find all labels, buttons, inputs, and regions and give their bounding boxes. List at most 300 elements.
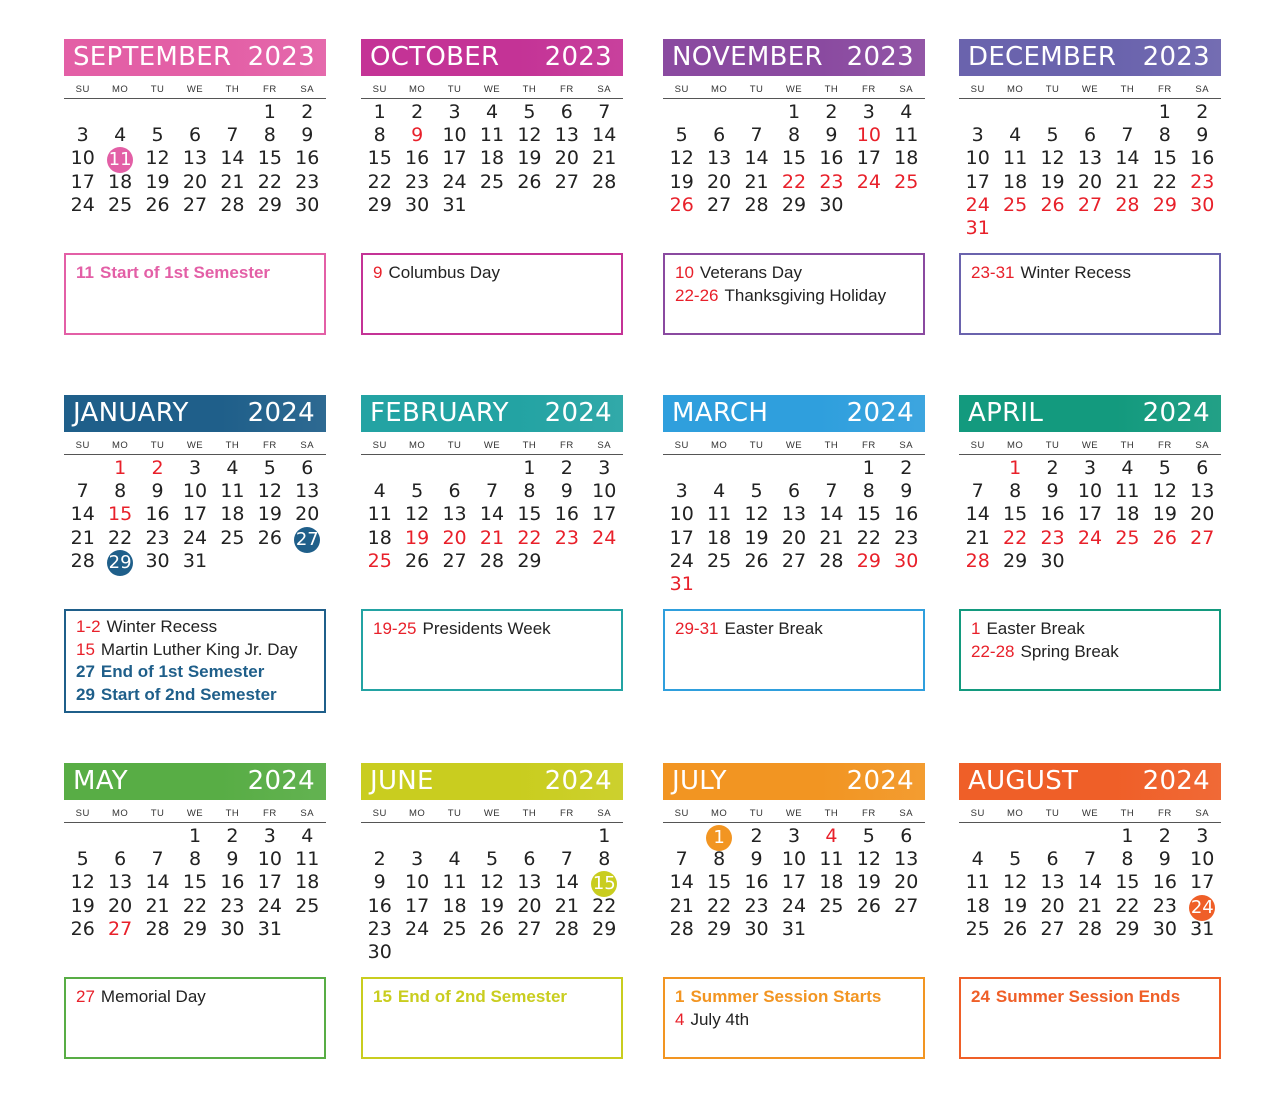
day-cell: 13 <box>1077 147 1103 170</box>
day-cell: 27 <box>517 917 542 940</box>
day-cell: 2 <box>1046 457 1059 479</box>
day-cell: 18 <box>965 894 990 917</box>
day-cell: 14 <box>965 503 990 526</box>
month-year: 2024 <box>247 398 315 428</box>
weekday-label: WE <box>1081 808 1099 819</box>
weekday-label: SA <box>1195 440 1210 451</box>
weekday-label: SA <box>597 808 612 819</box>
weekday-label: MO <box>1006 84 1024 95</box>
day-cell: 25 <box>108 193 133 216</box>
day-cell: 6 <box>560 101 573 123</box>
weekday-label: TH <box>225 440 240 451</box>
event-line <box>971 618 1209 641</box>
empty-cell <box>398 457 435 480</box>
day-cell: 6 <box>301 457 314 479</box>
day-cell: 7 <box>560 848 573 871</box>
weekday-label: FR <box>1158 84 1172 95</box>
day-cell: 3 <box>787 825 801 847</box>
day-cell: 17 <box>592 503 617 526</box>
weekday-label: TU <box>1045 440 1060 451</box>
event-date: 29-31 <box>675 619 719 638</box>
day-cell: 4 <box>448 848 461 871</box>
day-cell: 19 <box>257 503 282 526</box>
day-cell: 12 <box>479 871 505 894</box>
weekday-label: FR <box>560 808 574 819</box>
event-text: Easter Break <box>986 619 1085 638</box>
day-cell: 28 <box>554 917 579 940</box>
empty-cell <box>176 101 213 124</box>
day-cell: 13 <box>707 147 732 170</box>
day-cell: 3 <box>188 457 202 479</box>
day-cell: 29 <box>1152 193 1177 216</box>
month-year: 2023 <box>1142 42 1210 72</box>
day-cell: 12 <box>669 147 694 170</box>
day-cell: 16 <box>295 147 320 170</box>
events-box <box>64 609 326 713</box>
weekday-label: WE <box>1081 84 1099 95</box>
day-cell: 27 <box>554 170 579 193</box>
day-cell: 26 <box>145 193 170 216</box>
month-header <box>361 39 623 76</box>
day-cell: 21 <box>70 526 95 549</box>
empty-cell <box>775 457 812 480</box>
event-date: 27 <box>76 987 95 1006</box>
day-cell: 7 <box>750 124 763 147</box>
day-cell: 16 <box>145 503 170 526</box>
day-cell: 28 <box>479 549 505 572</box>
weekday-label: SA <box>1195 808 1210 819</box>
day-cell: 30 <box>1040 549 1065 572</box>
day-cell: 31 <box>965 216 990 239</box>
month-year: 2023 <box>544 42 612 72</box>
empty-cell <box>700 457 737 480</box>
day-cell: 6 <box>188 124 202 147</box>
day-cell: 26 <box>1152 526 1177 549</box>
weekday-label: TH <box>522 84 537 95</box>
day-cell: 19 <box>70 894 95 917</box>
weekday-label: FR <box>263 808 277 819</box>
day-cell: 29 <box>1003 549 1028 572</box>
day-cell: 22 <box>1003 526 1028 549</box>
day-cell: 22 <box>1115 894 1140 917</box>
day-cell: 10 <box>965 147 990 170</box>
day-cell: 16 <box>819 147 844 170</box>
day-cell: 30 <box>744 917 769 940</box>
day-cell: 24 <box>1184 895 1221 918</box>
day-cell: 14 <box>1077 871 1103 894</box>
weekday-label: TH <box>824 84 839 95</box>
day-cell: 31 <box>669 572 694 595</box>
day-cell: 11 <box>965 871 990 894</box>
event-date: 23-31 <box>971 263 1015 282</box>
day-cell: 1 <box>1121 825 1134 847</box>
day-cell: 8 <box>787 124 801 147</box>
empty-cell <box>663 457 700 480</box>
day-cell: 3 <box>1083 457 1097 479</box>
weekday-label: TH <box>824 808 839 819</box>
day-cell: 25 <box>1115 526 1140 549</box>
month-header <box>959 763 1221 800</box>
day-cell: 1 <box>1158 101 1171 123</box>
day-cell: 4 <box>485 101 499 123</box>
day-cell: 5 <box>675 124 688 147</box>
day-cell: 22 <box>257 170 282 193</box>
day-cell: 6 <box>787 480 801 503</box>
day-cell: 10 <box>1077 480 1103 503</box>
empty-cell <box>473 825 510 848</box>
day-cell: 16 <box>894 503 919 526</box>
event-text: Thanksgiving Holiday <box>724 285 887 305</box>
day-cell: 31 <box>257 917 282 940</box>
weekday-label: TH <box>522 440 537 451</box>
day-cell: 22 <box>517 526 542 549</box>
day-cell: 29 <box>1115 917 1140 940</box>
day-cell: 25 <box>1003 193 1028 216</box>
empty-cell <box>959 101 996 124</box>
day-cell: 16 <box>1152 871 1177 894</box>
event-text: Start of 2nd Semester <box>100 684 277 704</box>
day-cell: 25 <box>367 549 392 572</box>
day-cell: 27 <box>894 894 919 917</box>
day-cell: 27 <box>1040 917 1065 940</box>
weekday-row <box>64 84 326 99</box>
day-cell: 8 <box>263 124 276 147</box>
day-cell: 4 <box>301 825 314 847</box>
day-cell: 19 <box>479 894 505 917</box>
month-name: JUNE <box>370 766 434 796</box>
day-cell: 21 <box>965 526 990 549</box>
event-line <box>675 618 913 641</box>
day-cell: 4 <box>114 124 127 147</box>
day-cell: 3 <box>971 124 984 147</box>
day-cell: 20 <box>894 871 919 894</box>
weekday-label: SU <box>75 808 90 819</box>
day-cell: 11 <box>101 147 138 170</box>
day-cell: 13 <box>894 848 919 871</box>
empty-cell <box>361 825 398 848</box>
day-cell: 19 <box>145 170 170 193</box>
day-cell: 23 <box>1152 894 1177 917</box>
day-cell: 7 <box>151 848 164 871</box>
day-cell: 27 <box>1077 193 1103 216</box>
events-box <box>64 977 326 1059</box>
day-cell: 12 <box>1003 871 1028 894</box>
event-line <box>971 641 1209 664</box>
month-name: APRIL <box>968 398 1044 428</box>
day-cell: 12 <box>257 480 282 503</box>
day-cell: 7 <box>825 480 838 503</box>
weekday-label: SU <box>372 84 387 95</box>
day-cell: 19 <box>1003 894 1028 917</box>
events-box <box>959 977 1221 1059</box>
event-date: 4 <box>675 1009 685 1029</box>
day-cell: 1 <box>700 825 737 848</box>
day-cell: 24 <box>856 170 881 193</box>
day-cell: 23 <box>405 170 430 193</box>
day-cell: 13 <box>517 871 542 894</box>
events-box <box>663 253 925 335</box>
month-year: 2023 <box>247 42 315 72</box>
event-line <box>76 262 314 285</box>
weekday-row <box>959 84 1221 99</box>
day-cell: 9 <box>373 871 386 894</box>
day-cell: 22 <box>367 170 392 193</box>
day-cell: 10 <box>182 480 208 503</box>
day-cell: 12 <box>1040 147 1065 170</box>
month-header <box>959 39 1221 76</box>
day-cell: 2 <box>1158 825 1171 847</box>
day-cell: 16 <box>1190 147 1215 170</box>
day-cell: 18 <box>1003 170 1028 193</box>
event-date: 19-25 <box>373 619 417 638</box>
event-line <box>76 639 314 662</box>
day-cell: 9 <box>411 124 424 147</box>
day-cell: 27 <box>1190 526 1215 549</box>
weekday-label: TH <box>1120 84 1135 95</box>
event-line <box>76 616 314 639</box>
weekday-label: TU <box>1045 84 1060 95</box>
weekday-label: SU <box>75 440 90 451</box>
day-cell: 3 <box>411 848 424 871</box>
day-cell: 21 <box>669 894 694 917</box>
day-cell: 2 <box>411 101 424 123</box>
empty-cell <box>1034 101 1071 124</box>
day-cell: 12 <box>145 147 170 170</box>
day-grid <box>959 457 1221 573</box>
day-cell: 2 <box>151 457 164 479</box>
day-cell: 25 <box>965 917 990 940</box>
day-cell: 8 <box>598 848 611 871</box>
empty-cell <box>996 825 1033 848</box>
month-october <box>361 39 623 217</box>
day-cell: 28 <box>592 170 617 193</box>
empty-cell <box>996 101 1033 124</box>
event-date: 27 <box>76 662 95 681</box>
day-cell: 25 <box>819 894 844 917</box>
day-cell: 5 <box>411 480 424 503</box>
day-cell: 27 <box>707 193 732 216</box>
day-cell: 9 <box>1046 480 1059 503</box>
month-year: 2023 <box>846 42 914 72</box>
event-line <box>76 661 314 684</box>
weekday-row <box>663 808 925 823</box>
day-cell: 18 <box>1115 503 1140 526</box>
day-cell: 19 <box>669 170 694 193</box>
empty-cell <box>64 457 101 480</box>
weekday-label: WE <box>785 440 803 451</box>
weekday-label: MO <box>1006 808 1024 819</box>
month-name: JULY <box>672 766 727 796</box>
day-grid <box>663 457 925 596</box>
day-cell: 26 <box>1040 193 1065 216</box>
month-year: 2024 <box>846 398 914 428</box>
day-cell: 18 <box>707 526 732 549</box>
day-cell: 17 <box>1077 503 1103 526</box>
weekday-label: FR <box>560 84 574 95</box>
day-cell: 10 <box>442 124 467 147</box>
event-line <box>373 618 611 641</box>
event-text: Veterans Day <box>699 263 802 282</box>
day-cell: 4 <box>1009 124 1022 147</box>
day-cell: 11 <box>1003 147 1028 170</box>
event-text: Winter Recess <box>1020 263 1132 282</box>
weekday-label: WE <box>1081 440 1099 451</box>
day-cell: 23 <box>1040 526 1065 549</box>
day-cell: 11 <box>367 503 392 526</box>
day-cell: 3 <box>76 124 89 147</box>
event-line <box>675 285 913 308</box>
day-cell: 28 <box>220 193 245 216</box>
day-cell: 15 <box>1003 503 1028 526</box>
day-cell: 3 <box>598 457 611 479</box>
weekday-label: FR <box>263 440 277 451</box>
day-cell: 30 <box>220 917 245 940</box>
day-cell: 7 <box>971 480 984 503</box>
day-cell: 16 <box>405 147 430 170</box>
day-cell: 15 <box>1115 871 1140 894</box>
day-cell: 8 <box>523 480 536 503</box>
month-name: OCTOBER <box>370 42 500 72</box>
day-cell: 1 <box>787 101 801 123</box>
day-cell: 18 <box>220 503 245 526</box>
events-box <box>959 609 1221 691</box>
empty-cell <box>361 457 398 480</box>
month-name: DECEMBER <box>968 42 1117 72</box>
empty-cell <box>959 825 996 848</box>
weekday-label: SA <box>597 84 612 95</box>
day-cell: 2 <box>226 825 239 847</box>
day-cell: 22 <box>707 894 732 917</box>
day-cell: 29 <box>257 193 282 216</box>
day-cell: 26 <box>517 170 542 193</box>
day-cell: 7 <box>1083 848 1097 871</box>
day-cell: 11 <box>220 480 245 503</box>
day-cell: 14 <box>145 871 170 894</box>
weekday-label: SA <box>300 808 315 819</box>
weekday-label: SA <box>899 84 914 95</box>
day-cell: 6 <box>1196 457 1209 479</box>
month-header <box>64 763 326 800</box>
weekday-label: SA <box>899 808 914 819</box>
day-cell: 5 <box>1046 124 1059 147</box>
month-name: MAY <box>73 766 128 796</box>
weekday-label: SA <box>1195 84 1210 95</box>
day-cell: 14 <box>70 503 95 526</box>
day-cell: 22 <box>781 170 807 193</box>
day-cell: 11 <box>1115 480 1140 503</box>
day-cell: 12 <box>70 871 95 894</box>
month-year: 2024 <box>846 766 914 796</box>
day-cell: 1 <box>188 825 202 847</box>
day-cell: 24 <box>781 894 807 917</box>
event-date: 24 <box>971 987 990 1006</box>
day-cell: 23 <box>554 526 579 549</box>
event-date: 29 <box>76 684 95 704</box>
empty-cell <box>398 825 435 848</box>
weekday-label: SU <box>674 440 689 451</box>
day-cell: 10 <box>70 147 95 170</box>
day-cell: 9 <box>151 480 164 503</box>
empty-cell <box>101 101 138 124</box>
day-cell: 16 <box>744 871 769 894</box>
day-cell: 15 <box>781 147 807 170</box>
day-cell: 26 <box>257 526 282 549</box>
weekday-row <box>64 808 326 823</box>
day-cell: 11 <box>707 503 732 526</box>
day-cell: 5 <box>76 848 89 871</box>
day-cell: 11 <box>442 871 467 894</box>
day-cell: 12 <box>405 503 430 526</box>
day-cell: 4 <box>373 480 386 503</box>
day-cell: 8 <box>373 124 386 147</box>
day-cell: 23 <box>894 526 919 549</box>
day-cell: 24 <box>182 526 208 549</box>
event-text: Start of 1st Semester <box>99 263 271 282</box>
event-text: Easter Break <box>724 619 823 638</box>
events-box <box>361 253 623 335</box>
day-cell: 7 <box>1121 124 1134 147</box>
empty-cell <box>64 101 101 124</box>
weekday-label: WE <box>186 808 204 819</box>
weekday-row <box>64 440 326 455</box>
day-cell: 12 <box>744 503 769 526</box>
day-grid <box>663 101 925 217</box>
event-line <box>675 262 913 285</box>
month-january <box>64 395 326 573</box>
event-line <box>373 262 611 285</box>
day-cell: 23 <box>145 526 170 549</box>
weekday-label: WE <box>483 84 501 95</box>
day-cell: 7 <box>598 101 611 123</box>
day-cell: 26 <box>669 193 694 216</box>
day-cell: 3 <box>1196 825 1209 847</box>
day-cell: 21 <box>1077 894 1103 917</box>
day-cell: 17 <box>257 871 282 894</box>
day-cell: 6 <box>713 124 726 147</box>
day-cell: 29 <box>182 917 208 940</box>
empty-cell <box>813 457 850 480</box>
day-cell: 9 <box>560 480 573 503</box>
day-cell: 4 <box>713 480 726 503</box>
month-header <box>663 763 925 800</box>
weekday-label: FR <box>263 84 277 95</box>
empty-cell <box>663 101 700 124</box>
day-cell: 24 <box>70 193 95 216</box>
weekday-label: TU <box>749 84 764 95</box>
events-box <box>663 977 925 1059</box>
day-cell: 6 <box>1083 124 1097 147</box>
weekday-label: TU <box>447 440 462 451</box>
day-cell: 1 <box>1009 457 1022 479</box>
day-cell: 21 <box>744 170 769 193</box>
weekday-label: TH <box>824 440 839 451</box>
weekday-label: MO <box>111 808 129 819</box>
day-cell: 20 <box>1077 170 1103 193</box>
day-cell: 19 <box>405 526 430 549</box>
events-box <box>361 977 623 1059</box>
month-header <box>64 39 326 76</box>
day-cell: 20 <box>295 503 320 526</box>
day-cell: 25 <box>707 549 732 572</box>
day-cell: 23 <box>1190 170 1215 193</box>
day-cell: 26 <box>744 549 769 572</box>
event-text: July 4th <box>690 1009 750 1029</box>
weekday-label: TU <box>749 440 764 451</box>
day-cell: 31 <box>781 917 807 940</box>
day-cell: 20 <box>554 147 579 170</box>
day-cell: 29 <box>707 917 732 940</box>
event-text: Presidents Week <box>422 619 551 638</box>
